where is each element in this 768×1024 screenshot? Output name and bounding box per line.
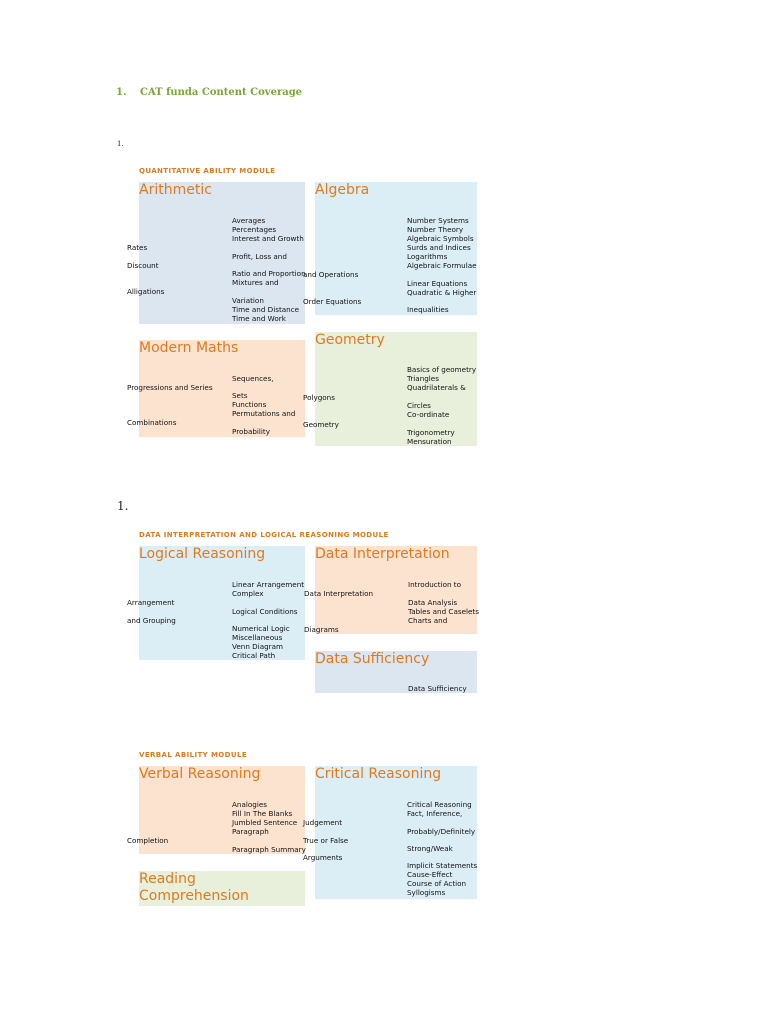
list-item: Introduction to [408, 580, 462, 589]
list-item: Venn Diagram [232, 642, 284, 651]
list-item: Linear Equations [407, 279, 468, 288]
list-item: Ratio and Proportion [232, 269, 306, 278]
list-item: Algebraic Symbols [407, 234, 474, 243]
arithmetic-title: Arithmetic [139, 182, 212, 198]
data-interpretation-title: Data Interpretation [315, 546, 450, 562]
list-item: True or False [303, 836, 349, 845]
list-item: Sets [232, 391, 248, 400]
list-item: Charts and [408, 616, 448, 625]
list-item: Percentages [232, 225, 277, 234]
list-item: Complex [232, 589, 264, 598]
list-item: Triangles [407, 374, 439, 383]
list-item: Combinations [127, 418, 177, 427]
list-item: Critical Path [232, 651, 276, 660]
list-item: and Grouping [127, 616, 176, 625]
va-module-title: VERBAL ABILITY MODULE [139, 751, 247, 759]
list-item: Mixtures and [232, 278, 279, 287]
list-item: Variation [232, 296, 264, 305]
list-item: Number Systems [407, 216, 469, 225]
critical-reasoning-title: Critical Reasoning [315, 766, 442, 782]
list-item: Arguments [303, 853, 343, 862]
list-item: Fact, Inference, [407, 809, 463, 818]
list-item: Sequences, [232, 374, 274, 383]
list-item: Time and Work [232, 314, 286, 323]
di-module-title: DATA INTERPRETATION AND LOGICAL REASONING MODULE [139, 531, 389, 539]
list-item: Rates [127, 243, 148, 252]
list-item: Cause-Effect [407, 870, 453, 879]
list-item: Permutations and [232, 409, 296, 418]
list-item: Discount [127, 261, 159, 270]
list-item: Averages [232, 216, 266, 225]
list-item: Tables and Caselets [408, 607, 479, 616]
list-item: Miscellaneous [232, 633, 283, 642]
list-item: Critical Reasoning [407, 800, 472, 809]
list-item: Progressions and Series [127, 383, 213, 392]
list-item: Judgement [303, 818, 343, 827]
geometry-title: Geometry [315, 332, 385, 348]
modern-maths-title: Modern Maths [139, 340, 239, 356]
list-item: Mensuration [407, 437, 452, 446]
qa-module-title: QUANTITATIVE ABILITY MODULE [139, 167, 276, 175]
list-item: Quadrilaterals & [407, 383, 466, 392]
list-item: Inequalities [407, 305, 449, 314]
list-item: Data Analysis [408, 598, 458, 607]
list-item: Strong/Weak [407, 844, 453, 853]
list-item: Course of Action [407, 879, 467, 888]
list-item: Logarithms [407, 252, 448, 261]
list-item: Interest and Growth [232, 234, 304, 243]
list-item: Algebraic Formulae [407, 261, 477, 270]
list-item: Trigonometry [407, 428, 455, 437]
list-item: Probably/Definitely [407, 827, 476, 836]
data-sufficiency-title: Data Sufficiency [315, 651, 430, 667]
list-item: Numerical Logic [232, 624, 290, 633]
list-marker: 1. [117, 499, 129, 513]
list-item: Arrangement [127, 598, 175, 607]
list-item: Implicit Statements [407, 861, 478, 870]
logical-reasoning-title: Logical Reasoning [139, 546, 266, 562]
list-item: Polygons [303, 393, 335, 402]
list-item: Quadratic & Higher [407, 288, 477, 297]
list-item: Syllogisms [407, 888, 446, 897]
heading-number: 1. [116, 87, 127, 98]
reading-comprehension-box [139, 871, 305, 906]
list-item: Number Theory [407, 225, 464, 234]
list-item: Circles [407, 401, 431, 410]
list-item: Completion [127, 836, 169, 845]
list-item: Time and Distance [232, 305, 300, 314]
list-item: Geometry [303, 420, 339, 429]
list-item: Diagrams [304, 625, 339, 634]
list-item: Surds and Indices [407, 243, 471, 252]
list-item: Functions [232, 400, 267, 409]
list-item: Linear Arrangement [232, 580, 305, 589]
list-item: Analogies [232, 800, 267, 809]
list-item: Basics of geometry [407, 365, 477, 374]
list-item: Jumbled Sentence [232, 818, 298, 827]
list-marker: 1. [117, 140, 124, 148]
list-item: Paragraph Summary [232, 845, 306, 854]
list-item: Data Sufficiency [408, 684, 467, 693]
list-item: Alligations [127, 287, 165, 296]
page-title: CAT funda Content Coverage [140, 87, 303, 98]
verbal-reasoning-title: Verbal Reasoning [139, 766, 261, 782]
list-item: Paragraph [232, 827, 269, 836]
list-item: and Operations [303, 270, 359, 279]
list-item: Co-ordinate [407, 410, 450, 419]
list-item: Logical Conditions [232, 607, 298, 616]
list-item: Data Interpretation [304, 589, 374, 598]
list-item: Probability [232, 427, 270, 436]
list-item: Order Equations [303, 297, 362, 306]
list-item: Profit, Loss and [232, 252, 287, 261]
list-item: Fill In The Blanks [232, 809, 293, 818]
algebra-title: Algebra [315, 182, 370, 198]
reading-comprehension-title: Reading Comprehension [139, 871, 249, 904]
